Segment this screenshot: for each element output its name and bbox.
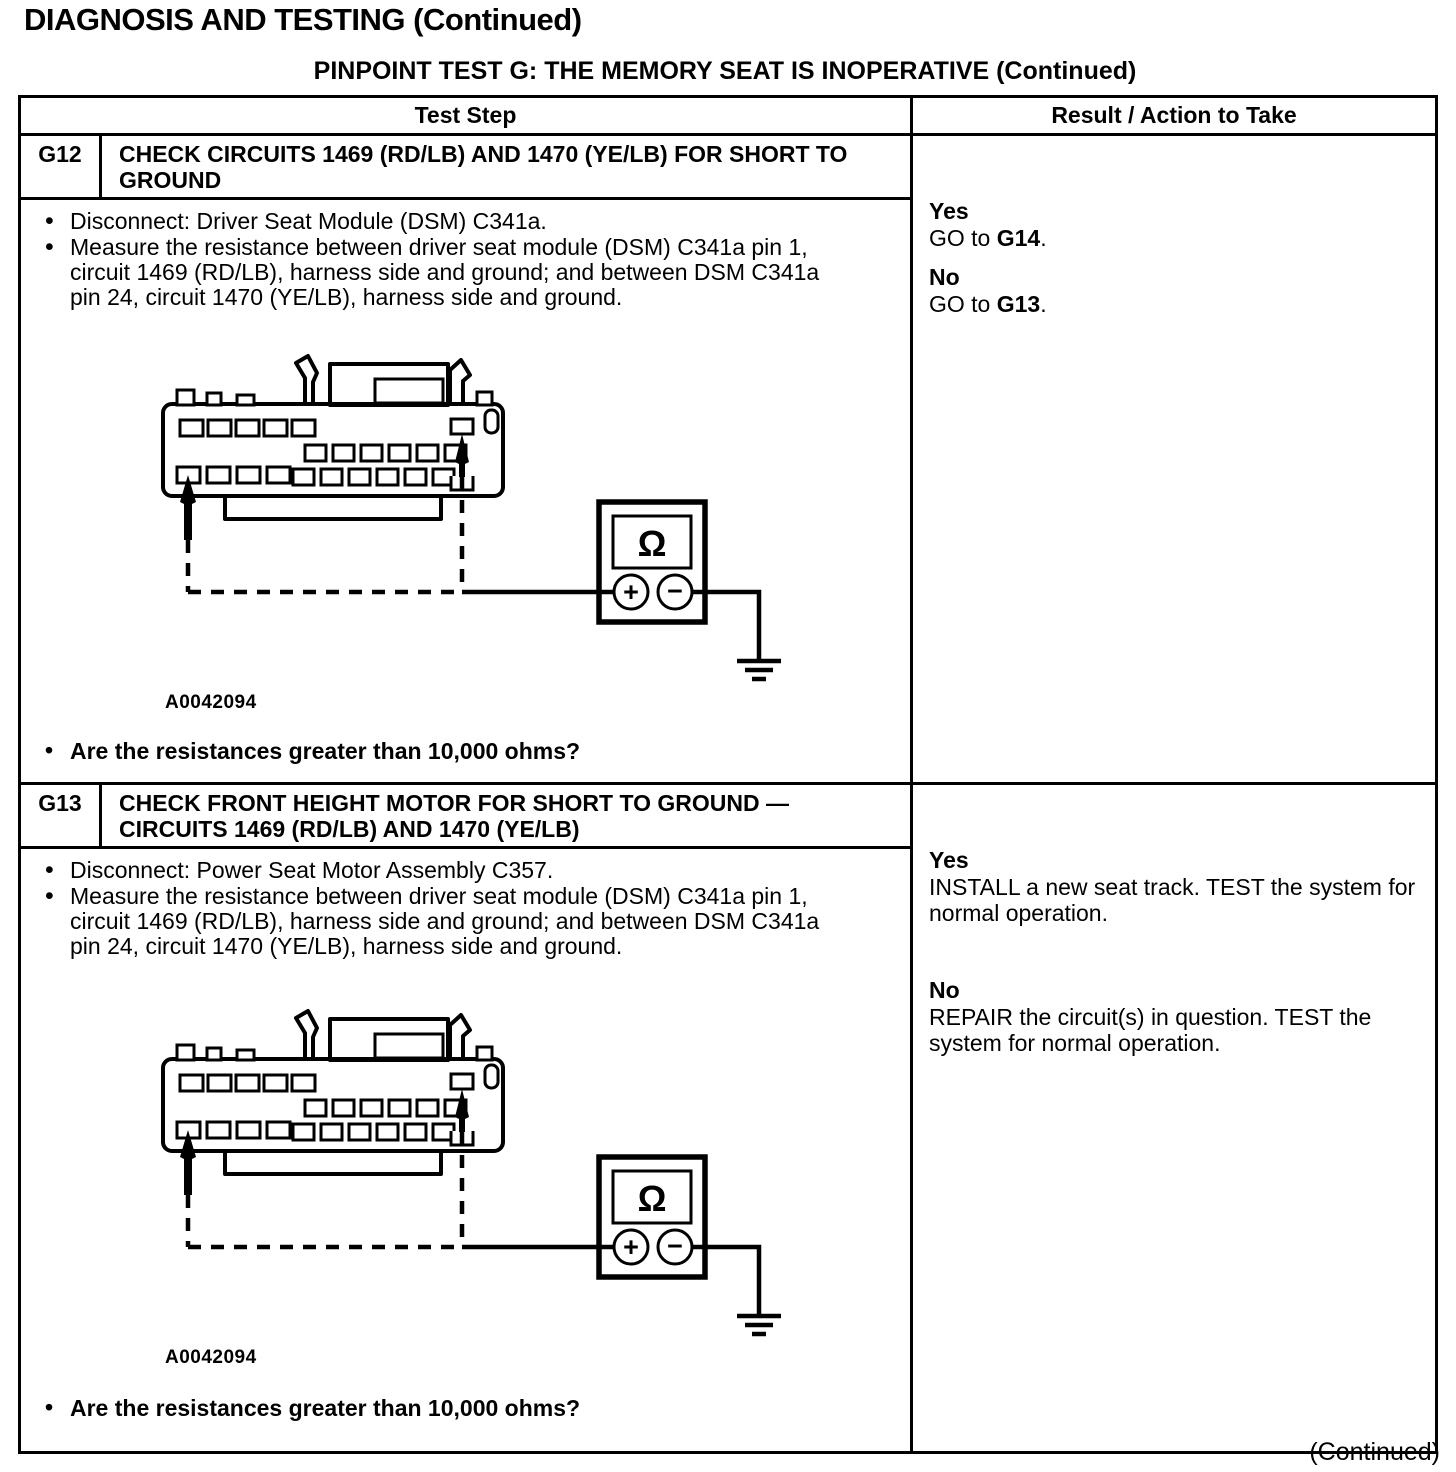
minus-terminal: −	[667, 1231, 683, 1262]
instruction-list	[21, 209, 910, 310]
circuit-diagram	[147, 1005, 807, 1345]
test-step-g12-left	[21, 136, 913, 782]
instruction-item: • Measure the resistance between driver seat module (DSM) C341a pin 1, circuit 1469 (RD/LB), harness side and ground; and between DSM C341a pin 24, circuit 1470 (YE/LB), harness side and ground.	[21, 884, 910, 959]
result-no: No GO to G13.	[929, 264, 1047, 318]
instruction-list	[21, 858, 910, 959]
ground-symbol	[737, 1316, 781, 1334]
column-header-test-step: Test Step	[21, 98, 913, 133]
pinpoint-test-title: PINPOINT TEST G: THE MEMORY SEAT IS INOPERATIVE (Continued)	[313, 57, 1137, 85]
column-header-result: Result / Action to Take	[1051, 102, 1297, 128]
result-yes: Yes INSTALL a new seat track. TEST the system for normal operation.	[929, 846, 1416, 927]
figure-label: A0042094	[165, 1347, 257, 1369]
probe-pin24	[455, 434, 469, 477]
pinpoint-test-table	[18, 95, 1438, 1454]
figure-label: A0042094	[165, 692, 257, 714]
test-step-g13-body	[21, 849, 910, 1451]
test-step-g13-left	[21, 785, 913, 1451]
step-number: G13	[21, 785, 102, 846]
ohmmeter	[599, 1157, 705, 1277]
instruction-item: • Disconnect: Driver Seat Module (DSM) C341a.	[21, 209, 910, 234]
test-step-g12-body	[21, 200, 910, 782]
plus-terminal: +	[623, 577, 639, 608]
test-step-g13	[21, 782, 1435, 1451]
test-step-g12	[21, 136, 1435, 782]
test-step-g12-title-row	[21, 136, 910, 200]
instruction-item: • Disconnect: Power Seat Motor Assembly C357.	[21, 858, 910, 883]
test-step-g12-result	[913, 136, 1435, 782]
ohmmeter	[599, 502, 705, 622]
page-title: DIAGNOSIS AND TESTING (Continued)	[24, 2, 582, 37]
circuit-diagram	[147, 350, 807, 690]
result-yes: Yes GO to G14.	[929, 198, 1047, 251]
test-step-g13-title-row	[21, 785, 910, 849]
step-title: CHECK FRONT HEIGHT MOTOR FOR SHORT TO GROUND — CIRCUITS 1469 (RD/LB) AND 1470 (YE/LB)	[119, 789, 789, 842]
ground-symbol	[737, 661, 781, 679]
step-number: G12	[21, 136, 102, 197]
step-question: • Are the resistances greater than 10,000 ohms?	[21, 738, 910, 765]
probe-pin1	[180, 1130, 196, 1195]
step-title: CHECK CIRCUITS 1469 (RD/LB) AND 1470 (YE/LB) FOR SHORT TO GROUND	[119, 141, 848, 193]
ohm-symbol: Ω	[637, 523, 667, 565]
test-step-g13-result	[913, 785, 1435, 1451]
probe-pin24	[455, 1089, 469, 1132]
table-header-row	[21, 98, 1435, 136]
probe-pin1	[180, 475, 196, 540]
continued-note: (Continued)	[1309, 1438, 1440, 1466]
minus-terminal: −	[667, 576, 683, 607]
result-no: No REPAIR the circuit(s) in question. TEST the system for normal operation.	[929, 976, 1372, 1057]
ohm-symbol: Ω	[637, 1178, 667, 1220]
instruction-item: • Measure the resistance between driver seat module (DSM) C341a pin 1, circuit 1469 (RD/LB), harness side and ground; and between DSM C341a pin 24, circuit 1470 (YE/LB), harness side and ground.	[21, 235, 910, 310]
step-question: • Are the resistances greater than 10,000 ohms?	[21, 1395, 910, 1422]
plus-terminal: +	[623, 1232, 639, 1263]
